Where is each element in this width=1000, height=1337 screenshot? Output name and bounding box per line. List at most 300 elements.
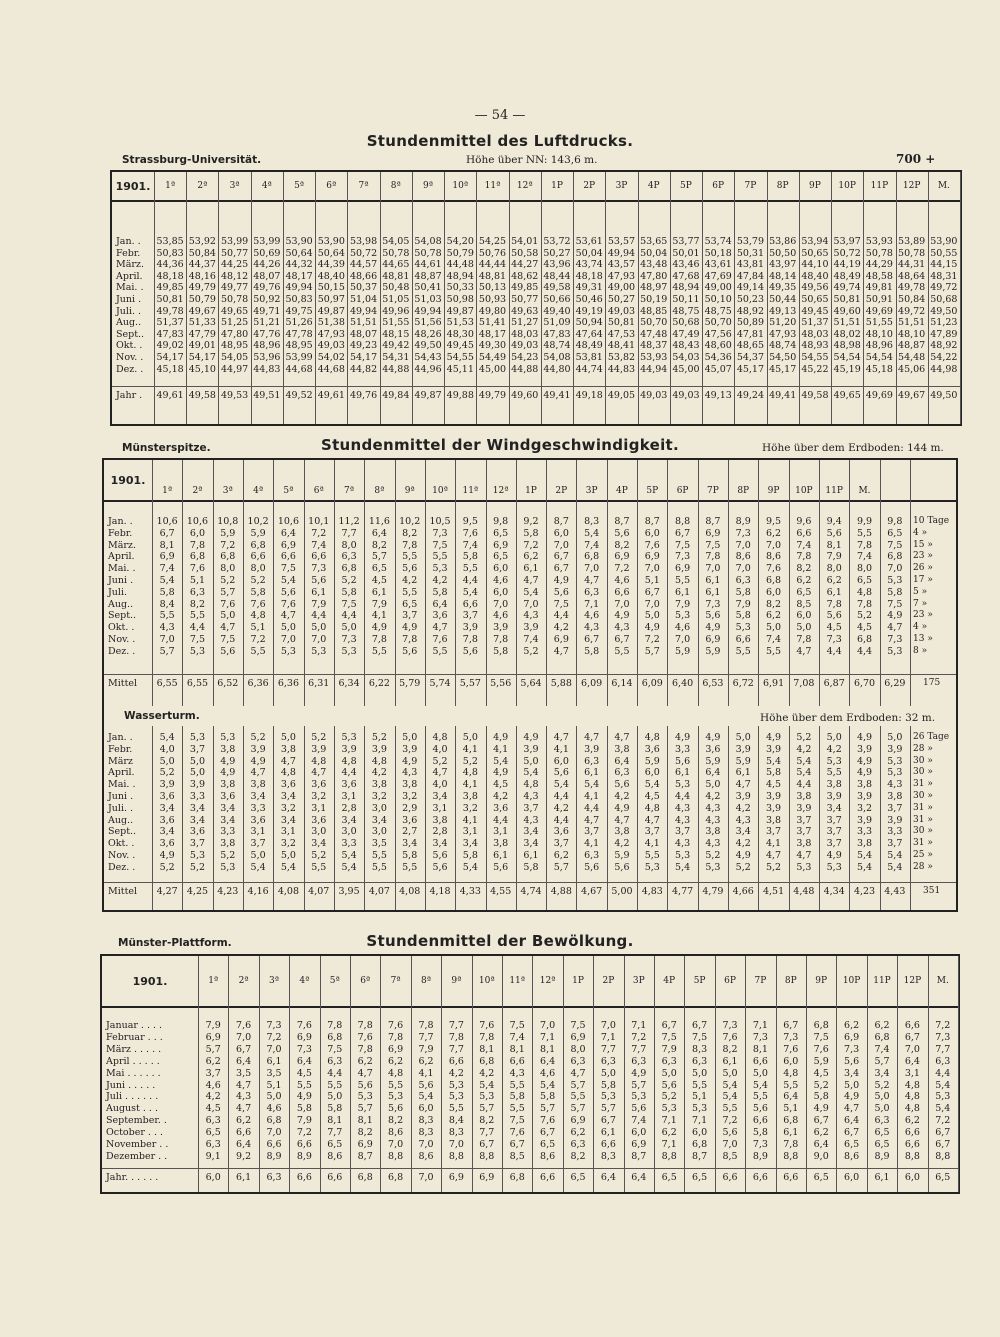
pressure-cell: 44,68 <box>317 363 345 375</box>
pressure-cell: 51,41 <box>478 317 507 329</box>
wind-muenster-cell: 6,1 <box>705 575 721 586</box>
cloud-cell: 5,7 <box>479 1103 495 1115</box>
wind-muenster-cell: 5,8 <box>523 527 539 539</box>
pressure-column <box>541 172 573 424</box>
wind-wasserturm-cell: 4,9 <box>765 732 782 743</box>
wind-wasserturm-cell: 5,5 <box>402 861 418 873</box>
wind-wasserturm-days-note: 30 » <box>913 791 933 801</box>
pressure-cell: 45,06 <box>898 363 926 375</box>
wind-wasserturm-cell: 5,4 <box>523 767 539 779</box>
pressure-cell: 50,81 <box>833 294 861 305</box>
cloud-hour-header: 5ª <box>329 976 340 986</box>
cloud-month-label: September. . <box>106 1115 167 1127</box>
pressure-cell: 48,75 <box>704 305 732 317</box>
wind-muenster-cell: 7,3 <box>887 634 903 645</box>
cloud-cell: 4,9 <box>631 1067 647 1079</box>
wind-wasserturm-summary-cell: 4,08 <box>277 886 299 897</box>
wind-wasserturm-cell: 3,6 <box>311 814 327 826</box>
cloud-cell: 6,6 <box>904 1127 920 1139</box>
wind-wasserturm-cell: 4,7 <box>432 767 448 779</box>
pressure-cell: 47,83 <box>156 328 184 340</box>
cloud-cell: 6,1 <box>783 1127 799 1139</box>
cloud-cell: 5,3 <box>661 1103 677 1115</box>
wind-wasserturm-cell: 4,3 <box>705 838 721 850</box>
cloud-column <box>320 956 350 1192</box>
cloud-cell: 8,1 <box>509 1043 525 1055</box>
pressure-cell: 47,93 <box>607 270 636 282</box>
wind-muenster-cell: 5,5 <box>159 610 175 622</box>
pressure-cell: 47,48 <box>640 328 668 340</box>
pressure-cell: 47,49 <box>672 328 700 340</box>
wind-wasserturm-days-note: 30 » <box>913 767 933 778</box>
pressure-cell: 43,74 <box>575 259 603 271</box>
pressure-cell: 45,17 <box>736 363 765 375</box>
wind-muenster-cell: 4,2 <box>402 575 418 586</box>
wind-muenster-cell: 11,6 <box>368 516 390 527</box>
cloud-cell: 5,5 <box>509 1079 525 1091</box>
wind-wasserturm-cell: 3,1 <box>311 802 327 814</box>
pressure-cell: 50,18 <box>704 247 732 259</box>
wind-muenster-month-label: März. <box>108 539 136 551</box>
pressure-cell: 49,01 <box>188 340 216 352</box>
pressure-cell: 49,80 <box>478 305 507 317</box>
pressure-cell: 48,10 <box>865 328 893 340</box>
cloud-cell: 6,2 <box>844 1020 860 1031</box>
cloud-hour-header: 1ª <box>208 976 219 986</box>
wind-wasserturm-cell: 5,0 <box>159 755 175 767</box>
pressure-cell: 54,17 <box>188 352 216 363</box>
wind-muenster-summary-cell: 6,29 <box>884 678 906 689</box>
cloud-cell: 8,3 <box>448 1127 464 1139</box>
cloud-cell: 6,6 <box>600 1139 616 1150</box>
wind-wasserturm-summary-cell: 4,67 <box>581 886 603 897</box>
wind-wasserturm-cell: 3,9 <box>765 802 782 814</box>
wind-muenster-cell: 6,3 <box>735 575 751 586</box>
pressure-cell: 54,43 <box>414 352 442 363</box>
cloud-cell: 5,7 <box>600 1103 616 1115</box>
pressure-cell: 44,29 <box>865 259 893 271</box>
cloud-cell: 6,4 <box>844 1115 860 1127</box>
cloud-cell: 8,8 <box>448 1150 464 1162</box>
pressure-cell: 50,15 <box>317 282 345 294</box>
wind-wasserturm-cell: 3,4 <box>432 791 448 802</box>
cloud-cell: 9,1 <box>205 1150 221 1162</box>
pressure-cell: 43,96 <box>543 259 571 271</box>
pressure-cell: 49,13 <box>769 305 797 317</box>
cloud-cell: 6,2 <box>570 1127 586 1139</box>
pressure-cell: 49,50 <box>930 305 958 317</box>
wind-muenster-cell: 5,4 <box>280 575 296 586</box>
wind-wasserturm-summary-cell: 4,18 <box>429 886 451 897</box>
cloud-cell: 4,8 <box>904 1079 920 1091</box>
wind-muenster-cell: 6,1 <box>311 586 327 598</box>
pressure-cell: 44,68 <box>285 363 313 375</box>
cloud-cell: 8,9 <box>266 1150 282 1162</box>
wind-wasserturm-cell: 4,2 <box>705 791 721 802</box>
cloud-cell: 7,6 <box>722 1031 738 1043</box>
wind-wasserturm-cell: 4,0 <box>432 743 448 755</box>
wind-wasserturm-cell: 3,9 <box>856 743 873 755</box>
wind-wasserturm-cell: 4,1 <box>462 814 478 826</box>
cloud-cell: 4,3 <box>509 1067 525 1079</box>
wind-wasserturm-cell: 5,5 <box>311 861 327 873</box>
cloud-cell: 5,4 <box>935 1103 951 1115</box>
wind-muenster-cell: 4,5 <box>826 622 842 634</box>
wind-muenster-cell: 11,2 <box>338 516 360 527</box>
wind-muenster-cell: 7,6 <box>644 539 660 551</box>
wind-wasserturm-cell: 5,3 <box>189 850 206 861</box>
pressure-cell: 50,81 <box>156 294 184 305</box>
wind-muenster-cell: 7,1 <box>584 598 600 610</box>
cloud-cell: 5,7 <box>570 1079 586 1091</box>
wind-muenster-cell: 5,5 <box>432 551 448 563</box>
wind-wasserturm-cell: 4,8 <box>523 779 539 791</box>
wind-wasserturm-days-note: 31 » <box>913 779 933 790</box>
pressure-cell: 50,58 <box>511 247 539 259</box>
wind-wasserturm-cell: 5,0 <box>826 732 842 743</box>
cloud-cell: 5,0 <box>327 1091 343 1103</box>
pressure-cell: 48,07 <box>349 328 378 340</box>
wind-muenster-cell: 6,9 <box>553 634 569 645</box>
cloud-cell: 6,3 <box>692 1055 708 1067</box>
pressure-column <box>218 172 250 424</box>
cloud-summary-cell: 6,8 <box>509 1172 525 1183</box>
wind-muenster-cell: 5,5 <box>614 645 630 657</box>
wind-muenster-summary-cell: 6,55 <box>186 678 209 689</box>
wind-muenster-cell: 5,7 <box>644 645 660 657</box>
pressure-cell: 49,87 <box>446 305 474 317</box>
pressure-cell: 54,22 <box>930 352 958 363</box>
cloud-column <box>198 956 228 1192</box>
pressure-cell: 51,09 <box>543 317 571 329</box>
cloud-summary-cell: 6,0 <box>904 1172 920 1183</box>
wind-muenster-cell: 6,2 <box>765 610 782 622</box>
pressure-cell: 48,03 <box>801 328 829 340</box>
wind-muenster-cell: 7,5 <box>341 598 357 610</box>
cloud-cell: 5,9 <box>813 1055 829 1067</box>
cloud-cell: 6,4 <box>783 1091 799 1103</box>
wind-wasserturm-column <box>304 460 334 910</box>
wind-wasserturm-cell: 5,9 <box>735 755 751 767</box>
pressure-cell: 53,79 <box>736 236 765 247</box>
cloud-cell: 4,7 <box>570 1067 586 1079</box>
pressure-cell: 43,48 <box>640 259 668 271</box>
section1-corner: 700 + <box>896 152 936 166</box>
pressure-summary-cell: 49,50 <box>930 390 958 401</box>
wind-wasserturm-cell: 3,9 <box>159 779 175 791</box>
pressure-cell: 54,50 <box>769 352 797 363</box>
wind-wasserturm-cell: 4,3 <box>675 802 691 814</box>
wind-wasserturm-days-note: 30 » <box>913 826 933 837</box>
pressure-cell: 44,98 <box>930 363 958 375</box>
wind-wasserturm-days-note: 30 » <box>913 755 933 766</box>
wind-wasserturm-cell: 4,1 <box>493 743 509 755</box>
cloud-column <box>259 956 289 1192</box>
pressure-cell: 48,12 <box>220 270 249 282</box>
cloud-cell: 7,2 <box>296 1127 312 1139</box>
wind-wasserturm-summary-label: Mittel <box>108 886 138 897</box>
pressure-cell: 47,64 <box>575 328 603 340</box>
cloud-cell: 6,3 <box>600 1055 616 1067</box>
wind-wasserturm-cell: 5,2 <box>796 732 812 743</box>
pressure-cell: 45,00 <box>672 363 700 375</box>
wind-muenster-cell: 7,4 <box>796 539 812 551</box>
pressure-hour-header: 5ª <box>294 181 305 191</box>
pressure-cell: 50,04 <box>575 247 603 259</box>
wind-wasserturm-month-label: Aug.. <box>108 814 134 826</box>
cloud-cell: 7,7 <box>448 1020 464 1031</box>
wind-wasserturm-cell: 3,7 <box>826 838 842 850</box>
pressure-cell: 49,85 <box>511 282 539 294</box>
cloud-cell: 6,4 <box>236 1139 252 1150</box>
wind-wasserturm-cell: 5,4 <box>796 767 812 779</box>
pressure-cell: 48,98 <box>833 340 861 352</box>
pressure-month-label: Aug.. <box>116 317 142 329</box>
pressure-summary-cell: 49,60 <box>511 390 539 401</box>
wind-muenster-cell: 9,5 <box>462 516 478 527</box>
cloud-cell: 7,3 <box>935 1031 951 1043</box>
cloud-hour-header: 8ª <box>420 976 431 986</box>
pressure-column <box>896 172 928 424</box>
wind-wasserturm-summary-cell: 4,51 <box>762 886 785 897</box>
wind-wasserturm-cell: 5,9 <box>644 755 660 767</box>
wind-wasserturm-cell: 5,4 <box>341 850 357 861</box>
cloud-hour-header: 7ª <box>390 976 401 986</box>
pressure-cell: 44,27 <box>511 259 539 271</box>
wind-muenster-cell: 6,0 <box>553 527 569 539</box>
wind-muenster-cell: 6,7 <box>584 634 600 645</box>
wind-muenster-cell: 5,3 <box>311 645 327 657</box>
wind-muenster-cell: 8,2 <box>765 598 782 610</box>
wind-wasserturm-cell: 3,8 <box>887 791 903 802</box>
wind-wasserturm-cell: 4,8 <box>644 802 660 814</box>
cloud-cell: 7,1 <box>661 1139 677 1150</box>
wind-hour-header: 6ª <box>313 486 324 496</box>
wind-muenster-summary-cell: 5,88 <box>550 678 572 689</box>
wind-wasserturm-column <box>758 460 788 910</box>
pressure-cell: 53,61 <box>575 236 603 247</box>
cloud-cell: 7,2 <box>266 1031 282 1043</box>
cloud-cell: 5,3 <box>357 1091 373 1103</box>
wind-muenster-summary-cell: 6,31 <box>308 678 330 689</box>
cloud-cell: 5,4 <box>540 1079 556 1091</box>
cloud-cell: 7,9 <box>296 1115 312 1127</box>
wind-muenster-cell: 8,0 <box>856 563 873 575</box>
pressure-cell: 48,75 <box>672 305 700 317</box>
wind-wasserturm-cell: 4,8 <box>311 755 327 767</box>
wind-muenster-cell: 6,7 <box>614 634 630 645</box>
wind-wasserturm-summary-cell: 4,33 <box>459 886 481 897</box>
cloud-cell: 7,3 <box>783 1031 799 1043</box>
wind-wasserturm-cell: 5,6 <box>614 779 630 791</box>
wind-wasserturm-cell: 3,1 <box>280 826 296 838</box>
wind-muenster-cell: 4,6 <box>614 575 630 586</box>
pressure-cell: 44,88 <box>511 363 539 375</box>
wind-wasserturm-cell: 3,6 <box>159 791 175 802</box>
wind-muenster-cell: 6,5 <box>887 527 903 539</box>
pressure-cell: 51,03 <box>414 294 442 305</box>
wind-wasserturm-cell: 3,0 <box>371 802 387 814</box>
wind-wasserturm-cell: 5,2 <box>220 850 236 861</box>
wind-wasserturm-cell: 6,3 <box>614 767 630 779</box>
wind-muenster-cell: 4,7 <box>584 575 600 586</box>
cloud-cell: 6,9 <box>570 1115 586 1127</box>
cloud-cell: 4,7 <box>236 1103 252 1115</box>
wind-wasserturm-cell: 5,6 <box>432 861 448 873</box>
wind-wasserturm-cell: 3,4 <box>280 791 296 802</box>
wind-wasserturm-cell: 4,7 <box>765 850 782 861</box>
wind-muenster-cell: 6,8 <box>856 634 873 645</box>
cloud-cell: 8,3 <box>418 1127 434 1139</box>
cloud-cell: 4,5 <box>813 1067 829 1079</box>
wind-wasserturm-month-label: Sept.. <box>108 826 137 838</box>
wind-wasserturm-cell: 3,6 <box>250 814 266 826</box>
cloud-cell: 6,6 <box>509 1055 525 1067</box>
pressure-cell: 50,46 <box>575 294 603 305</box>
wind-wasserturm-cell: 4,9 <box>402 755 418 767</box>
wind-muenster-cell: 4,9 <box>371 622 387 634</box>
wind-wasserturm-cell: 3,4 <box>341 814 357 826</box>
wind-wasserturm-cell: 3,8 <box>826 779 842 791</box>
cloud-cell: 7,6 <box>236 1020 252 1031</box>
cloud-cell: 9,0 <box>813 1150 829 1162</box>
cloud-cell: 3,1 <box>904 1067 920 1079</box>
pressure-cell: 50,44 <box>769 294 797 305</box>
cloud-cell: 6,7 <box>844 1127 860 1139</box>
wind-wasserturm-cell: 3,7 <box>826 826 842 838</box>
wind-muenster-cell: 7,8 <box>796 551 812 563</box>
wind-wasserturm-cell: 3,2 <box>371 791 387 802</box>
wind-muenster-cell: 10,2 <box>399 516 421 527</box>
pressure-cell: 48,17 <box>285 270 313 282</box>
pressure-cell: 54,17 <box>156 352 184 363</box>
pressure-cell: 49,78 <box>156 305 184 317</box>
wind-wasserturm-cell: 5,0 <box>735 732 751 743</box>
wind-column-rule <box>910 460 911 910</box>
cloud-cell: 5,4 <box>479 1079 495 1091</box>
wind-muenster-cell: 5,4 <box>584 527 600 539</box>
wind-hour-header: 12ª <box>492 486 509 496</box>
cloud-cell: 6,9 <box>357 1139 373 1150</box>
wind-wasserturm-column <box>819 460 849 910</box>
wind-wasserturm-cell: 5,3 <box>796 861 812 873</box>
cloud-cell: 5,5 <box>783 1079 799 1091</box>
cloud-cell: 7,9 <box>205 1020 221 1031</box>
wind-muenster-cell: 5,6 <box>402 563 418 575</box>
wind-wasserturm-cell: 3,3 <box>675 743 691 755</box>
pressure-hour-header: 8ª <box>390 181 401 191</box>
pressure-cell: 49,50 <box>414 340 442 352</box>
wind-wasserturm-cell: 3,9 <box>523 743 539 755</box>
wind-wasserturm-cell: 4,7 <box>796 850 812 861</box>
wind-wasserturm-cell: 4,1 <box>765 838 782 850</box>
cloud-cell: 7,7 <box>600 1043 616 1055</box>
pressure-month-label: Sept.. <box>116 328 145 340</box>
pressure-cell: 50,70 <box>704 317 732 329</box>
cloud-cell: 8,8 <box>935 1150 951 1162</box>
wind-wasserturm-summary-cell: 4,34 <box>823 886 845 897</box>
wind-muenster-cell: 7,2 <box>311 527 327 539</box>
cloud-hour-header: 3P <box>632 976 645 986</box>
cloud-cell: 5,8 <box>752 1127 768 1139</box>
pressure-month-label: Nov. . <box>116 352 144 363</box>
cloud-cell: 7,1 <box>661 1115 677 1127</box>
wind-muenster-cell: 5,6 <box>826 527 842 539</box>
cloud-hour-header: 9P <box>815 976 828 986</box>
cloud-cell: 8,8 <box>661 1150 677 1162</box>
cloud-cell: 6,3 <box>205 1115 221 1127</box>
cloud-cell: 7,0 <box>388 1139 404 1150</box>
cloud-cell: 6,8 <box>327 1031 343 1043</box>
wind-muenster-cell: 7,2 <box>644 634 660 645</box>
pressure-cell: 47,84 <box>736 270 765 282</box>
wind-muenster-cell: 8,2 <box>402 527 418 539</box>
wind-muenster-cell: 5,3 <box>675 610 691 622</box>
wind-muenster-cell: 6,8 <box>189 551 206 563</box>
wind-muenster-cell: 6,7 <box>553 563 569 575</box>
wind-wasserturm-cell: 3,4 <box>432 838 448 850</box>
wind-muenster-cell: 5,3 <box>189 645 206 657</box>
pressure-cell: 49,40 <box>543 305 571 317</box>
wind-hour-header: 10P <box>795 486 813 496</box>
wind-muenster-cell: 4,5 <box>856 622 873 634</box>
wind-wasserturm-column <box>213 460 243 910</box>
cloud-summary-cell: 6,4 <box>600 1172 616 1183</box>
pressure-summary-cell: 49,84 <box>382 390 410 401</box>
cloud-cell: 6,0 <box>631 1127 647 1139</box>
cloud-cell: 6,7 <box>813 1115 829 1127</box>
wind-wasserturm-cell: 5,6 <box>432 850 448 861</box>
pressure-cell: 50,31 <box>736 247 765 259</box>
wind-wasserturm-cell: 3,3 <box>189 791 206 802</box>
cloud-cell: 8,7 <box>692 1150 708 1162</box>
pressure-cell: 51,56 <box>414 317 442 329</box>
wind-muenster-cell: 4,7 <box>796 645 812 657</box>
cloud-cell: 6,2 <box>205 1055 221 1067</box>
cloud-cell: 7,5 <box>509 1115 525 1127</box>
pressure-cell: 54,54 <box>865 352 893 363</box>
pressure-cell: 51,55 <box>382 317 410 329</box>
wind-muenster-cell: 4,3 <box>159 622 175 634</box>
pressure-month-label: Juni . <box>116 294 142 305</box>
cloud-cell: 5,0 <box>874 1091 890 1103</box>
pressure-cell: 53,85 <box>156 236 184 247</box>
wind-wasserturm-month-label: Dez. . <box>108 861 136 873</box>
cloud-cell: 5,3 <box>600 1091 616 1103</box>
wind-muenster-cell: 10,2 <box>247 516 269 527</box>
wind-wasserturm-cell: 3,6 <box>311 779 327 791</box>
wind-hour-header: M. <box>858 486 871 496</box>
cloud-cell: 5,3 <box>448 1091 464 1103</box>
wind-muenster-cell: 3,7 <box>402 610 418 622</box>
cloud-cell: 5,4 <box>935 1079 951 1091</box>
wind-muenster-cell: 4,4 <box>311 610 327 622</box>
wind-wasserturm-cell: 4,2 <box>614 838 630 850</box>
wind-wasserturm-cell: 3,1 <box>432 802 448 814</box>
pressure-cell: 50,01 <box>672 247 700 259</box>
wind-muenster-cell: 8,6 <box>765 551 782 563</box>
cloud-cell: 6,6 <box>752 1055 768 1067</box>
cloud-cell: 4,6 <box>540 1067 556 1079</box>
pressure-hour-header: 2P <box>583 181 596 191</box>
wind-muenster-cell: 7,3 <box>705 598 721 610</box>
cloud-cell: 7,4 <box>874 1043 890 1055</box>
wind-muenster-summary-cell: 6,87 <box>823 678 845 689</box>
cloud-cell: 6,1 <box>266 1055 282 1067</box>
wind-wasserturm-cell: 2,7 <box>402 826 418 838</box>
wind-muenster-cell: 5,1 <box>250 622 266 634</box>
pressure-cell: 44,31 <box>898 259 926 271</box>
